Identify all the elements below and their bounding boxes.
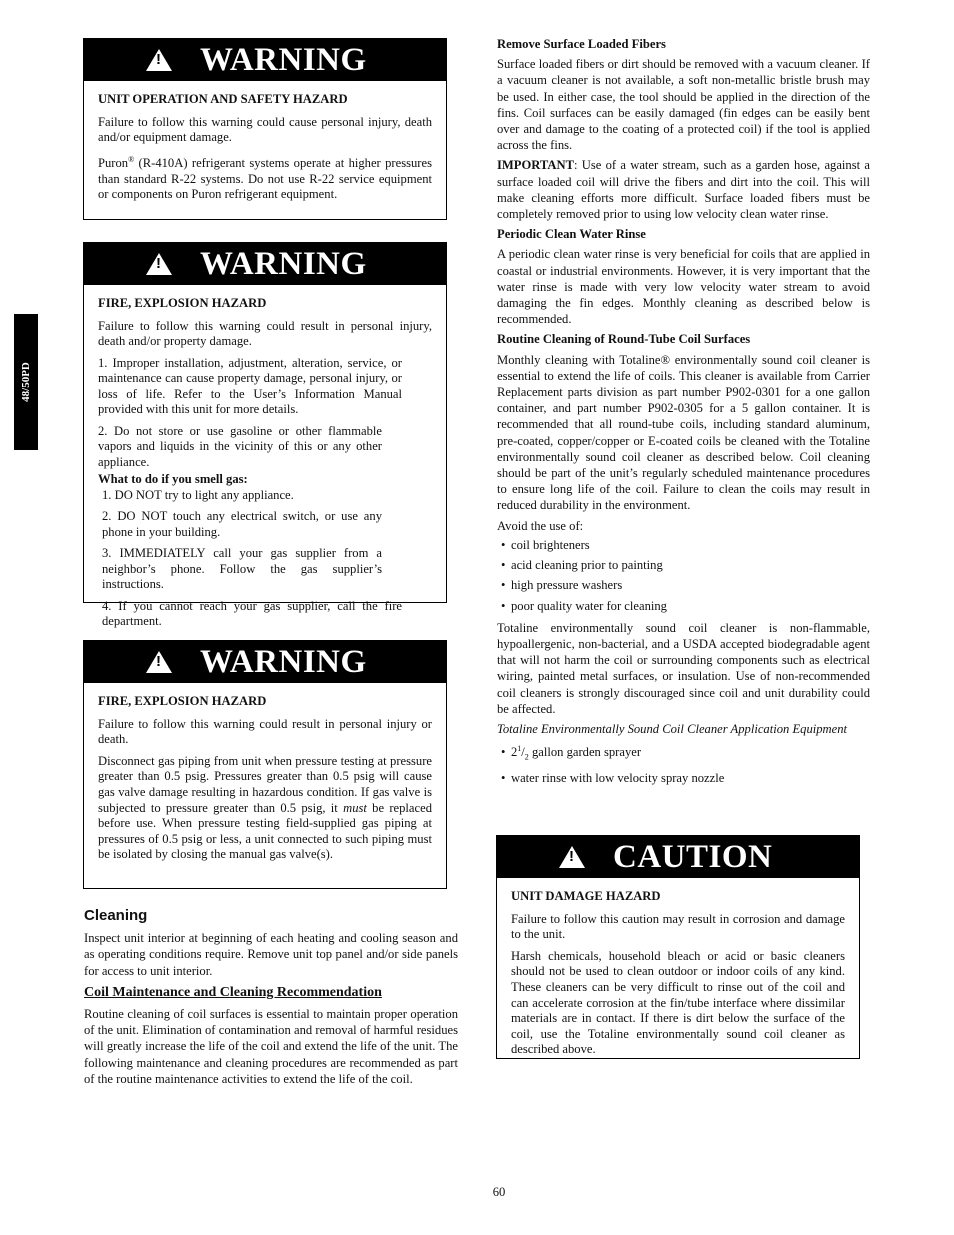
equipment-heading: Totaline Environmentally Sound Coil Cleaner Application Equipment [497,721,848,736]
subheading: Periodic Clean Water Rinse [497,227,646,242]
signal-word: WARNING [200,245,367,282]
hazard-title: UNIT DAMAGE HAZARD [511,889,661,903]
warning-header [84,243,446,285]
smell-gas-heading: What to do if you smell gas: [98,472,248,486]
caution-box [496,835,860,1059]
right-column [497,36,870,790]
warning-header [84,39,446,81]
section-heading: Cleaning [84,907,148,924]
list-item: • water rinse with low velocity spray nozzle [501,771,725,786]
side-tab-label: 48/50PD [20,362,32,402]
paragraph: A periodic clean water rinse is very beneficial for coils that are applied in coastal or industrial environments. However, it is very important that the water rinse is made with very low velocity water stream to avoid damaging the fin edges. Monthly cleaning as described below is recommended. [497,247,870,327]
signal-word: CAUTION [613,838,773,875]
warning-triangle-icon: ! [146,49,172,71]
side-tab [14,314,38,450]
paragraph: Totaline environmentally sound coil cleaner is non-flammable, hypoallergenic, non-bacterial, and a USDA accepted biodegradable agent that will not harm the coil or surrounding components such as electrical wiring, painted metal surfaces, or insulation. Use of non-recommended coil cleaners is strongly discouraged since coil and unit durability could be affected. [497,620,870,716]
signal-word: WARNING [200,643,367,680]
list-item: 4. If you cannot reach your gas supplier, call the fire department. [102,598,402,628]
paragraph: Surface loaded fibers or dirt should be removed with a vacuum cleaner. If a vacuum cleaner is not available, a soft non-metallic bristle brush may be used. In either case, the tool should be applied in the direction of the fins. Coil surfaces can be easily damaged (fin edges can be easily bent over and damage to the coating of a protected coil) if the tool is applied across the fins. [497,57,870,153]
hazard-title: UNIT OPERATION AND SAFETY HAZARD [98,92,348,106]
subheading: Remove Surface Loaded Fibers [497,37,666,51]
list-item: • acid cleaning prior to painting [501,558,663,573]
list-item: • $2^1/_2$ gallon garden sprayer [501,744,642,762]
cleaning-section [84,908,458,1091]
hazard-title: FIRE, EXPLOSION HAZARD [98,296,267,310]
warning-triangle-icon: ! [146,651,172,673]
list-item: 1. Improper installation, adjustment, alteration, service, or maintenance can cause property damage, personal injury, or loss of life. Refer to the User’s Information Manual provided with this unit for more details. [98,355,402,416]
warning-triangle-icon: ! [146,253,172,275]
caution-triangle-icon: ! [559,846,585,868]
hazard-title: FIRE, EXPLOSION HAZARD [98,694,267,708]
warning-header [84,641,446,683]
paragraph: IMPORTANT: Use of a water stream, such as a garden hose, against a surface loaded coil will drive the fibers and dirt into the coil. This will make cleaning efforts more difficult. Surface loaded fibers must be completely removed prior to using low velocity clean water rinse. [497,158,870,222]
warning-text: Puron® (R-410A) refrigerant systems operate at higher pressures than standard R-22 systems. Do not use R-22 service equipment or components on Puron refrigerant equipment. [98,154,432,202]
warning-box-gas-piping [83,640,447,889]
list-item: 3. IMMEDIATELY call your gas supplier from a neighbor’s phone. Follow the gas supplier’s instructions. [102,546,382,591]
subheading: Routine Cleaning of Round-Tube Coil Surfaces [497,332,751,347]
list-item: • coil brighteners [501,537,590,552]
page-number: 60 [492,1185,506,1199]
paragraph: Inspect unit interior at beginning of each heating and cooling season and as operating conditions require. Remove unit top panel and/or side panels for access to unit interior. [84,931,458,978]
paragraph: Routine cleaning of coil surfaces is essential to maintain proper operation of the unit. Elimination of contamination and removal of harmful residues will greatly increase the life of the coil and extend the life of the unit. The following maintenance and cleaning procedures are recommended as part of the routine maintenance activities to extend the life of the coil. [84,1007,458,1086]
avoid-intro: Avoid the use of: [497,518,584,533]
list-item: 2. DO NOT touch any electrical switch, or use any phone in your building. [102,509,382,539]
paragraph: Monthly cleaning with Totaline® environmentally sound coil cleaner is essential to extend the life of coils. This cleaner is available from Carrier Replacement parts division as part number P902-0301 for a one gallon container, and part number P902-0305 for a 5 gallon container. It is recommended that all round-tube coils, including standard aluminum, pre-coated, copper/copper or E-coated coils be cleaned with the Totaline environmentally sound coil cleaner as described below. Coil cleaning should be part of the unit’s regularly scheduled maintenance procedures to ensure long life of the coil. Failure to clean the coils may result in reduced durability in the environment. [497,352,870,513]
warning-text: Disconnect gas piping from unit when pressure testing at pressure greater than 0.5 psig. Pressures greater than 0.5 psig will cause gas valve damage resulting in hazardous condition. If gas valve is subjected to pressure greater than 0.5 psig, it must be replaced before use. When pressure testing field-supplied gas piping at pressures of 0.5 psig or less, a unit connected to such piping must be isolated by closing the manual gas valve(s). [98,753,432,862]
list-item: • poor quality water for cleaning [501,598,667,613]
signal-word: WARNING [200,41,367,78]
warning-text: Failure to follow this warning could result in personal injury or death. [98,716,432,747]
caution-header [497,836,859,878]
subsection-heading: Coil Maintenance and Cleaning Recommendation [84,984,382,1000]
warning-box-unit-operation [83,38,447,220]
caution-text: Harsh chemicals, household bleach or acid or basic cleaners should not be used to clean outdoor or indoor coils of any kind. These cleaners can be very difficult to rinse out of the coil and can accelerate corrosion at the fin/tube interface where dissimilar materials are in contact. If there is dirt below the surface of the coil, use the Totaline environmentally sound coil cleaner as described above. [511,948,845,1057]
warning-text: Failure to follow this warning could cause personal injury, death and/or equipment damage. [98,114,432,145]
list-item: 1. DO NOT try to light any appliance. [102,487,294,502]
warning-box-fire-explosion [83,242,447,628]
list-item: • high pressure washers [501,578,623,593]
warning-text: Failure to follow this warning could result in personal injury, death and/or property damage. [98,318,432,348]
caution-text: Failure to follow this caution may result in corrosion and damage to the unit. [511,911,845,942]
list-item: 2. Do not store or use gasoline or other flammable vapors and liquids in the vicinity of this or any other appliance. [98,423,382,469]
